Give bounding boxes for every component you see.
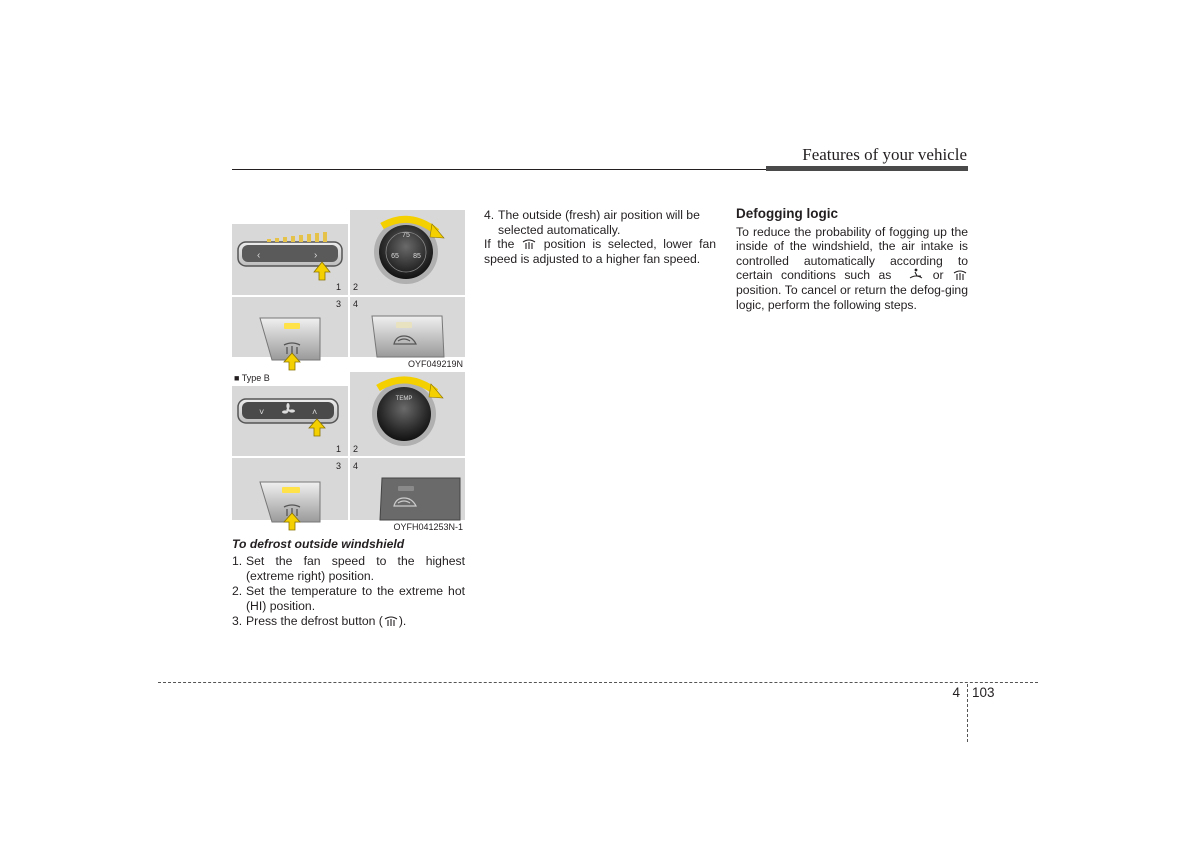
recirculation-button-b	[380, 478, 460, 520]
page-number: 103	[972, 685, 995, 700]
right-column	[736, 207, 968, 312]
list-item: 3. Press the defrost button ( ).	[232, 614, 407, 629]
section-heading: Defogging logic	[736, 206, 838, 221]
footer-rule	[158, 682, 1038, 683]
svg-text:‹: ‹	[257, 250, 261, 261]
svg-text:˅: ˅	[259, 407, 265, 417]
middle-column	[484, 208, 716, 266]
defrost-icon	[521, 237, 537, 250]
cell-number-4: 4	[353, 299, 359, 309]
figure-code-a: OYF049219N	[407, 359, 463, 369]
svg-text:˄: ˄	[312, 407, 318, 417]
footer-divider	[967, 684, 968, 742]
running-header-title: Features of your vehicle	[802, 145, 967, 164]
cell-number-3: 3	[336, 299, 342, 309]
list-item: 2. Set the temperature to the extreme hot (HI) position.	[232, 584, 465, 613]
chapter-number: 4	[952, 685, 960, 700]
recirculation-button-a	[372, 316, 444, 357]
svg-text:3: 3	[336, 461, 342, 471]
svg-text:›: ›	[314, 250, 318, 261]
svg-text:75: 75	[402, 232, 410, 239]
climate-control-figure	[232, 210, 465, 533]
cell-number-2: 2	[353, 282, 359, 292]
svg-text:85: 85	[413, 253, 421, 260]
defrost-icon	[383, 614, 399, 627]
svg-text:TEMP: TEMP	[395, 396, 413, 402]
defogging-paragraph: To reduce the probability of fogging up the inside of the windshield, the air intake is controlled automatically according to certain conditions such as or position. To cancel or return the defog-ging logic, perform the following steps.	[736, 224, 968, 312]
svg-text:4: 4	[353, 461, 359, 471]
fan-speed-panel-b	[238, 399, 338, 423]
header-bar	[766, 166, 968, 171]
list-item: 4. The outside (fresh) air position will be selected automatically.	[484, 208, 700, 237]
figure-code-b: OYFH041253N-1	[393, 522, 463, 532]
fan-speed-paragraph: If the position is selected, lower fan speed is adjusted to a higher fan speed.	[484, 237, 717, 266]
figure-caption: To defrost outside windshield	[232, 537, 405, 551]
svg-text:65: 65	[391, 253, 399, 260]
type-b-label: ■ Type B	[234, 373, 270, 383]
svg-text:2: 2	[353, 444, 359, 454]
list-item: 1. Set the fan speed to the highest (extreme right) position.	[232, 554, 465, 583]
defrost-icon	[952, 268, 968, 281]
floor-defrost-icon	[908, 268, 924, 281]
svg-text:1: 1	[336, 444, 342, 454]
defrost-steps	[232, 554, 465, 630]
cell-number-1: 1	[336, 282, 342, 292]
